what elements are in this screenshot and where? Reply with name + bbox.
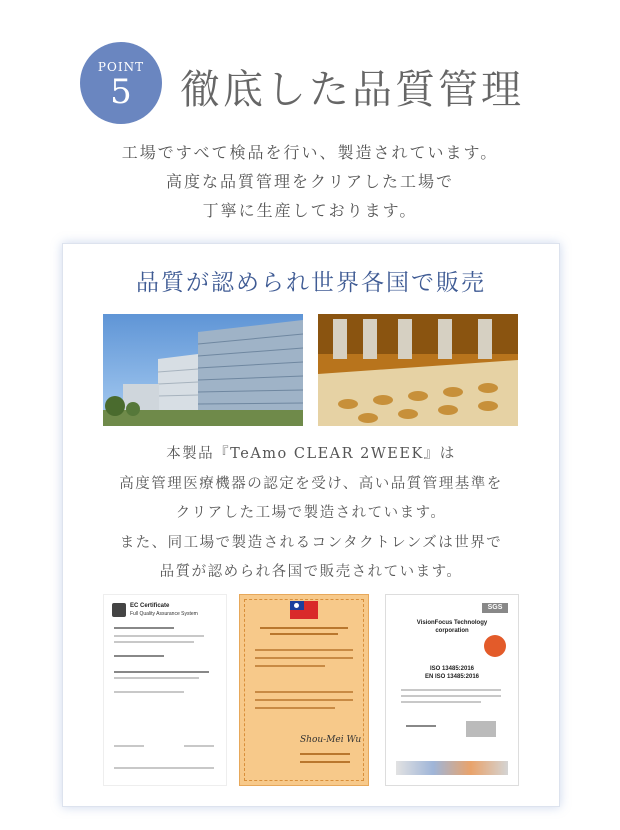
sgs-iso-line: EN ISO 13485:2016 bbox=[424, 674, 480, 680]
sgs-iso-standard bbox=[386, 665, 518, 681]
intro-line: 高度な品質管理をクリアした工場で bbox=[165, 172, 454, 191]
point-badge bbox=[80, 42, 162, 124]
page-title: 徹底した品質管理 bbox=[180, 67, 524, 113]
intro-text bbox=[0, 138, 620, 225]
ec-cert-subheading: Full Quality Assurance System bbox=[130, 611, 198, 617]
description-text bbox=[63, 440, 559, 588]
description-line: 高度管理医療機器の認定を受け、高い品質管理基準を bbox=[119, 475, 503, 492]
ec-certificate-image bbox=[103, 594, 227, 786]
taiwan-flag-icon bbox=[290, 601, 318, 619]
intro-line: 工場ですべて検品を行い、製造されています。 bbox=[121, 143, 499, 162]
official-signature: Shou-Mei Wu bbox=[300, 735, 362, 745]
description-line: 本製品『TeAmo CLEAR 2WEEK』は bbox=[166, 446, 456, 462]
sgs-certificate-image bbox=[385, 594, 519, 786]
point-label: POINT bbox=[97, 60, 145, 74]
panel-title: 品質が認められ世界各国で販売 bbox=[136, 270, 486, 296]
accreditation-logos-strip bbox=[396, 761, 508, 775]
description-line: 品質が認められ各国で販売されています。 bbox=[159, 564, 463, 580]
intro-line: 丁寧に生産しております。 bbox=[202, 201, 418, 220]
sgs-logo: SGS bbox=[482, 603, 508, 613]
certifier-logo-icon bbox=[112, 603, 126, 617]
taiwan-certificate-image bbox=[239, 594, 369, 786]
quality-panel bbox=[62, 243, 560, 807]
sgs-company-line: VisionFocus Technology bbox=[416, 620, 488, 626]
certification-seal-icon bbox=[484, 635, 506, 657]
sgs-company-line: corporation bbox=[435, 628, 469, 634]
point-number: 5 bbox=[110, 72, 132, 112]
sgs-iso-line: ISO 13485:2016 bbox=[429, 666, 475, 672]
ec-cert-heading: EC Certificate bbox=[130, 603, 170, 609]
production-line-photo bbox=[318, 314, 518, 426]
factory-building-photo bbox=[103, 314, 303, 426]
sgs-company-name bbox=[386, 619, 518, 635]
description-line: また、同工場で製造されるコンタクトレンズは世界で bbox=[119, 534, 503, 551]
description-line: クリアした工場で製造されています。 bbox=[175, 505, 447, 521]
